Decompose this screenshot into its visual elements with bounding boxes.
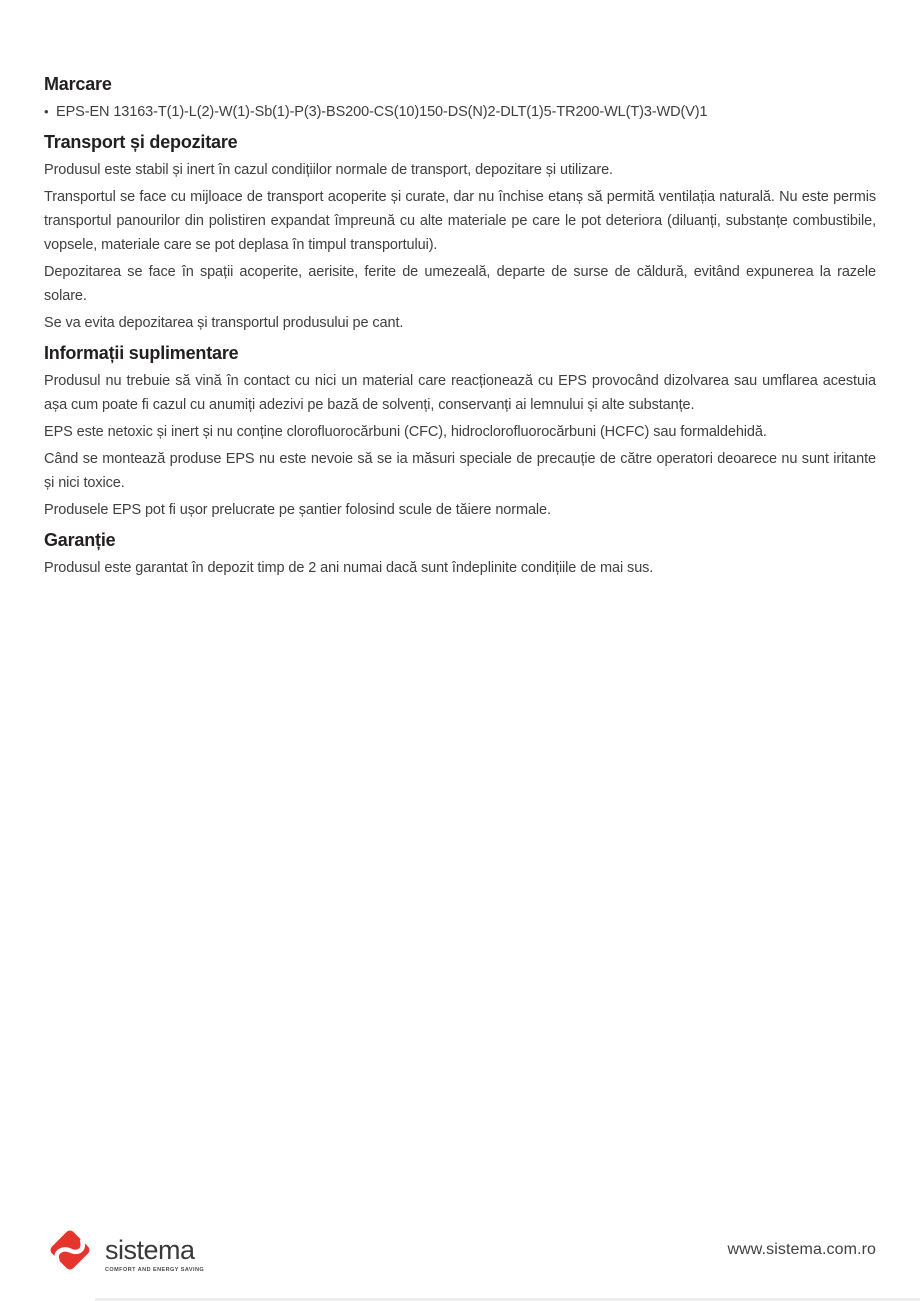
page-footer [44, 1224, 876, 1276]
paragraph: Produsul nu trebuie să vină în contact cu nici un material care reacționează cu EPS provocând dizolvarea sau umflarea acestuia așa cum poate fi cazul cu anumiți adezivi pe bază de solvenți, conservanți ai lemnului și alte substanțe. [44, 373, 876, 413]
logo-text-block [105, 1237, 204, 1273]
marcare-bullet-item [44, 100, 876, 124]
logo-tagline: COMFORT AND ENERGY SAVING [105, 1267, 205, 1273]
logo-wordmark: sistema [105, 1235, 195, 1265]
marcare-code-text: EPS-EN 13163-T(1)-L(2)-W(1)-Sb(1)-P(3)-BS200-CS(10)150-DS(N)2-DLT(1)5-TR200-WL(T)3-WD(V)1 [56, 104, 708, 120]
footer-website-url: www.sistema.com.ro [727, 1241, 876, 1258]
document-content [0, 0, 920, 580]
section-heading-informatii: Informații suplimentare [44, 343, 239, 363]
paragraph: Când se montează produse EPS nu este nevoie să se ia măsuri speciale de precauție de către operatori deoarece nu sunt iritante și nici toxice. [44, 451, 876, 491]
paragraph: Transportul se face cu mijloace de transport acoperite și curate, dar nu închise etanș să permită ventilația naturală. Nu este permis transportul panourilor din polistiren expandat împreună cu alte materiale pe care le pot deteriora (diluanți, substanțe combustibile, vopsele, materiale care se pot deplasa în timpul transportului). [44, 189, 876, 253]
section-heading-garantie: Garanție [44, 530, 116, 550]
section-heading-marcare: Marcare [44, 74, 112, 94]
paragraph: Produsele EPS pot fi ușor prelucrate pe șantier folosind scule de tăiere normale. [44, 502, 551, 518]
sistema-diamond-icon [44, 1224, 96, 1276]
paragraph: EPS este netoxic și inert și nu conține clorofluorocărbuni (CFC), hidroclorofluorocărbuni (HCFC) sau formaldehidă. [44, 424, 767, 440]
paragraph: Depozitarea se face în spații acoperite, aerisite, ferite de umezeală, departe de surse de căldură, evitând expunerea la razele solare. [44, 264, 876, 304]
paragraph: Produsul este garantat în depozit timp de 2 ani numai dacă sunt îndeplinite condițiile de mai sus. [44, 560, 654, 576]
bullet-icon: • [44, 104, 49, 119]
section-heading-transport: Transport și depozitare [44, 132, 238, 152]
sistema-logo [44, 1224, 204, 1276]
paragraph: Se va evita depozitarea și transportul produsului pe cant. [44, 315, 404, 331]
paragraph: Produsul este stabil și inert în cazul condițiilor normale de transport, depozitare și utilizare. [44, 162, 613, 178]
